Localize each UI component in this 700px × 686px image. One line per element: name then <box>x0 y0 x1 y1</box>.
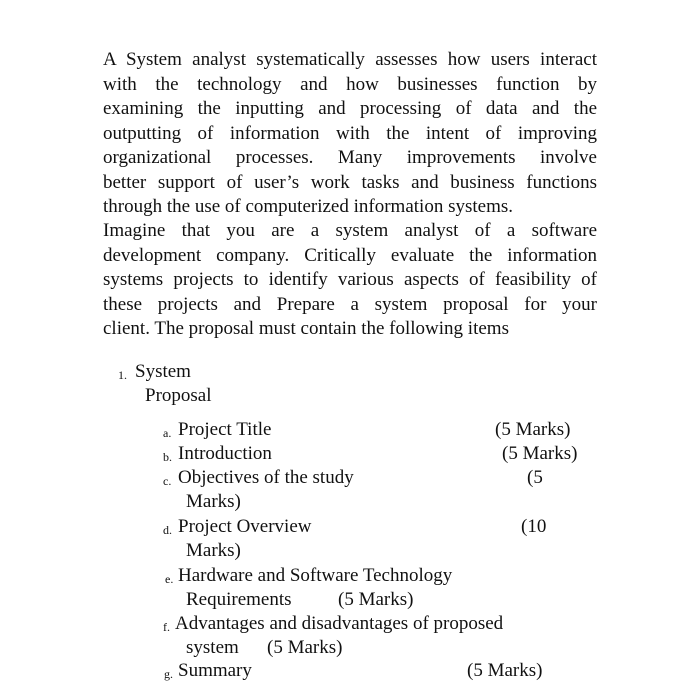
item-f-label-continued: system <box>186 637 239 658</box>
intro-line: organizational processes. Many improvements involve <box>103 147 597 168</box>
section-marker: 1. <box>118 368 127 382</box>
item-c-label: Objectives of the study <box>178 467 354 488</box>
intro-line: outputting of information with the intent of improving <box>103 122 597 144</box>
intro-line: A System analyst systematically assesses how users interact <box>103 49 597 70</box>
section-title: System <box>135 361 191 382</box>
task-line: Imagine that you are a system analyst of a software <box>103 220 597 241</box>
item-g-marker: g. <box>164 667 173 681</box>
intro-line: examining the inputting and processing of data and the <box>103 98 597 119</box>
item-d-label: Project Overview <box>178 516 312 537</box>
item-g-label: Summary <box>178 660 252 681</box>
item-e-label-continued: Requirements <box>186 589 292 610</box>
task-line: these projects and Prepare a system proposal for your <box>103 293 597 315</box>
task-paragraph <box>103 219 597 342</box>
item-c-marker: c. <box>163 474 172 488</box>
item-g-marks: (5 Marks) <box>467 660 543 681</box>
item-c-marks-continued: Marks) <box>186 491 241 512</box>
task-line: development company. Critically evaluate the information <box>103 244 597 266</box>
item-b-label: Introduction <box>178 443 272 464</box>
intro-line: with the technology and how businesses function by <box>103 73 597 95</box>
item-a-marks: (5 Marks) <box>495 419 571 440</box>
item-b-marker: b. <box>163 450 172 464</box>
intro-line: through the use of computerized information systems. <box>103 196 513 217</box>
task-line: systems projects to identify various aspects of feasibility of <box>103 269 597 290</box>
item-d-marks-continued: Marks) <box>186 540 241 561</box>
item-d-marks: (10 <box>521 516 547 537</box>
item-a-label: Project Title <box>178 419 272 440</box>
item-e-marker: e. <box>165 572 174 586</box>
section-title-continued: Proposal <box>145 385 212 406</box>
item-f-marks: (5 Marks) <box>267 637 343 658</box>
item-d-marker: d. <box>163 523 172 537</box>
intro-paragraph <box>103 48 597 220</box>
item-c-marks: (5 <box>527 467 543 488</box>
intro-line: better support of user’s work tasks and business functions <box>103 171 597 193</box>
item-f-marker: f. <box>163 620 170 634</box>
item-e-label: Hardware and Software Technology <box>178 565 453 586</box>
item-a-marker: a. <box>163 426 172 440</box>
task-line: client. The proposal must contain the following items <box>103 318 509 339</box>
item-b-marks: (5 Marks) <box>502 443 578 464</box>
item-e-marks: (5 Marks) <box>338 589 414 610</box>
item-f-label: Advantages and disadvantages of proposed <box>175 613 504 634</box>
